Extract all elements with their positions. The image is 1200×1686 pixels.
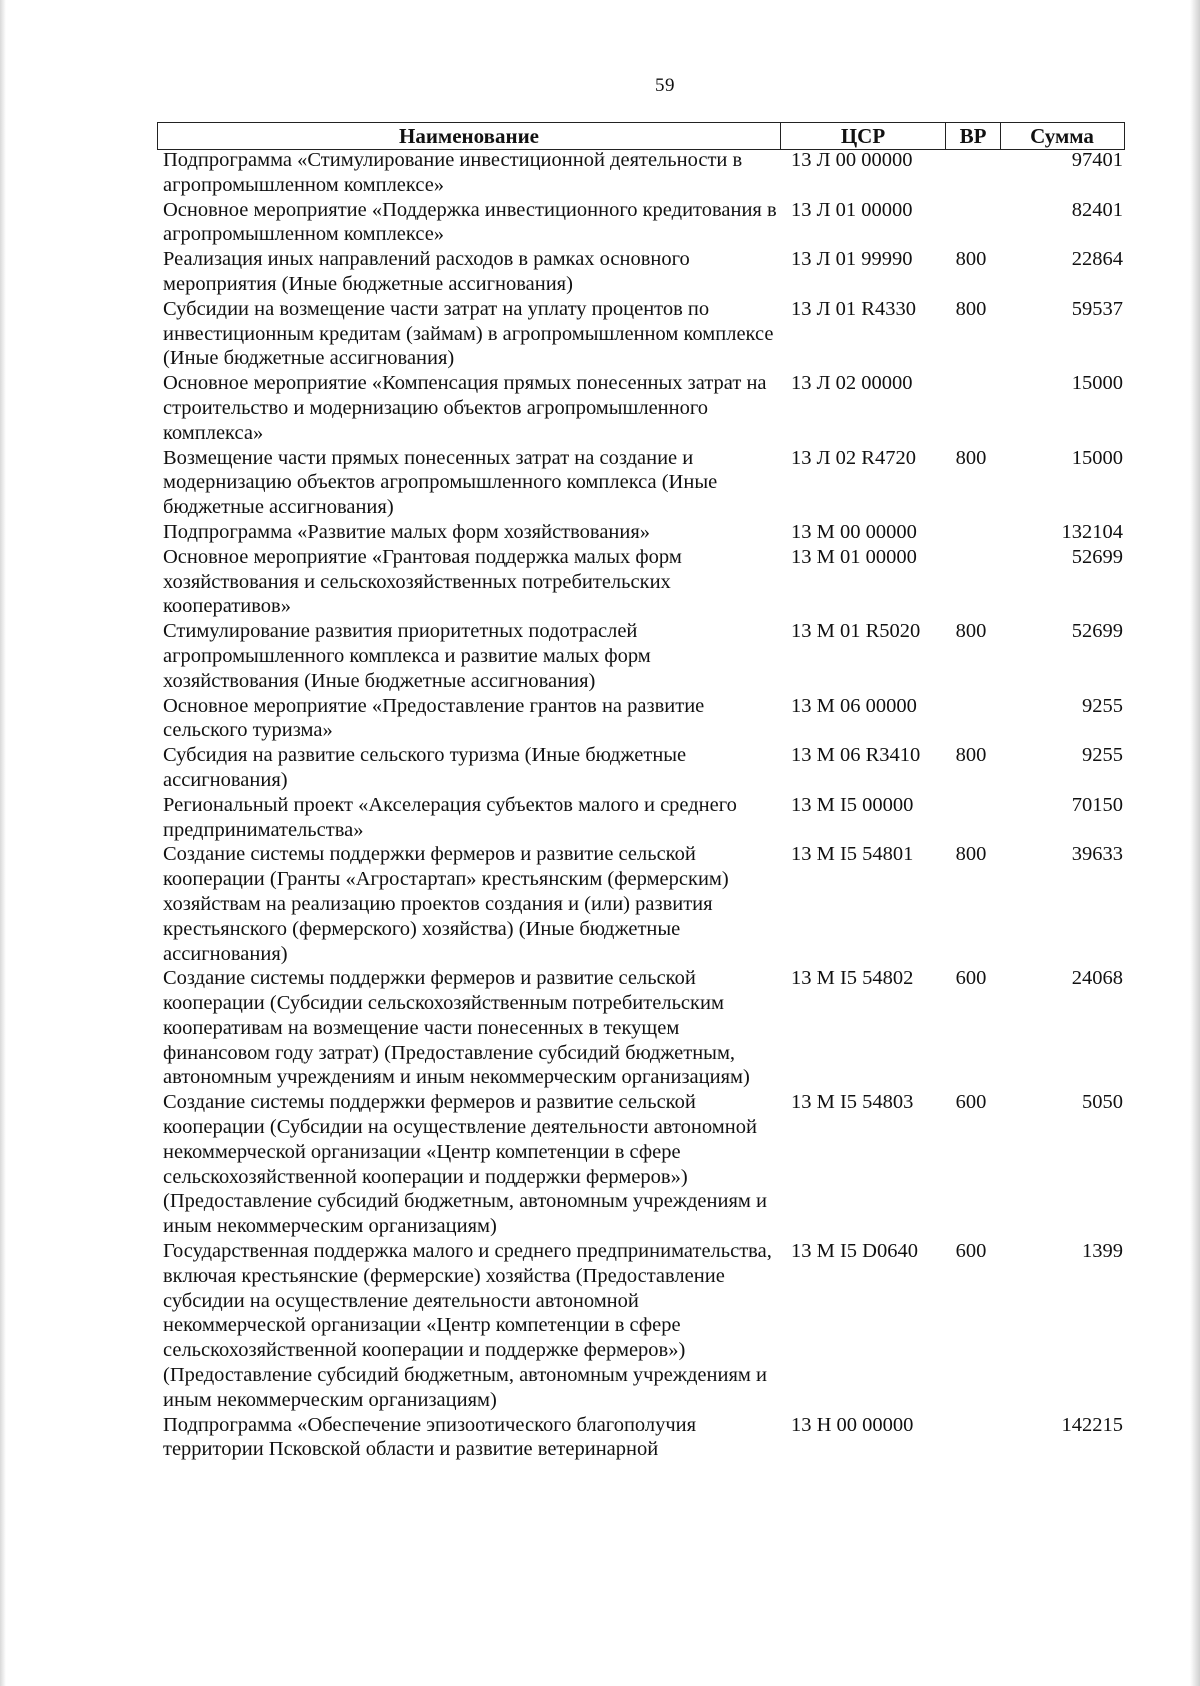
row-name: Субсидия на развитие сельского туризма (Иные бюджетные ассигнования)	[163, 744, 687, 791]
row-sum: 142215	[1061, 1413, 1123, 1436]
row-csr: 13 Н 00 00000	[791, 1413, 914, 1436]
row-csr: 13 М I5 54801	[791, 843, 914, 866]
header-name: Наименование	[158, 123, 781, 149]
row-name: Государственная поддержка малого и среднего предпринимательства, включая крестьянские (фермерские) хозяйства (Предоставление субсидии на осуществление деятельности автономной некоммерческой организации «Центр компетенции в сфере сельскохозяйственной кооперации и поддержке фермеров») (Предоставление субсидий бюджетным, автономным учреждениям и иным некоммерческим организациям)	[163, 1240, 772, 1411]
row-name: Подпрограмма «Обеспечение эпизоотического благополучия территории Псковской области и развитие ветеринарной	[163, 1413, 697, 1461]
scan-edge-left	[0, 0, 6, 1686]
scan-edge-right	[1190, 0, 1200, 1686]
header-vr: ВР	[946, 123, 1001, 149]
row-sum: 24068	[1071, 967, 1123, 990]
table-row	[163, 247, 1123, 297]
row-sum: 5050	[1082, 1091, 1123, 1114]
page-number: 59	[655, 75, 675, 96]
row-csr: 13 Л 01 99990	[791, 248, 913, 271]
row-vr: 800	[955, 620, 987, 643]
row-name: Региональный проект «Акселерация субъектов малого и среднего предпринимательства»	[163, 793, 737, 841]
row-csr: 13 М I5 54803	[791, 1091, 914, 1114]
table-row	[163, 1239, 1123, 1413]
header-sum: Сумма	[1030, 124, 1094, 148]
row-vr: 800	[955, 248, 987, 271]
row-name: Основное мероприятие «Грантовая поддержка малых форм хозяйствования и сельскохозяйственных потребительских кооперативов»	[163, 545, 682, 618]
row-csr: 13 Л 00 00000	[791, 149, 913, 171]
row-vr: 800	[955, 446, 987, 469]
table-row	[163, 966, 1123, 1090]
row-sum: 132104	[1061, 520, 1123, 543]
row-sum: 9255	[1082, 744, 1123, 767]
table-row	[163, 619, 1123, 693]
row-sum: 15000	[1071, 446, 1123, 469]
table-row	[163, 520, 1123, 545]
row-name: Создание системы поддержки фермеров и развитие сельской кооперации (Субсидии на осуществление деятельности автономной некоммерческой организации «Центр компетенции в сфере сельскохозяйственной кооперации и поддержки фермеров») (Предоставление субсидий бюджетным, автономным учреждениям и иным некоммерческим организациям)	[163, 1091, 767, 1238]
row-vr: 600	[955, 1091, 987, 1114]
row-sum: 22864	[1071, 248, 1123, 271]
row-csr: 13 М I5 00000	[791, 793, 914, 816]
row-sum: 9255	[1082, 694, 1123, 717]
row-sum: 97401	[1071, 149, 1123, 171]
row-name: Субсидии на возмещение части затрат на уплату процентов по инвестиционным кредитам (займам) в агропромышленном комплексе (Иные бюджетные ассигнования)	[163, 297, 774, 370]
row-sum: 52699	[1071, 545, 1123, 568]
row-name: Создание системы поддержки фермеров и развитие сельской кооперации (Гранты «Агростартап» крестьянским (фермерским) хозяйствам на реализацию проектов создания и (или) развития крестьянского (фермерского) хозяйства) (Иные бюджетные ассигнования)	[163, 843, 729, 965]
row-sum: 70150	[1071, 793, 1123, 816]
row-name: Подпрограмма «Развитие малых форм хозяйствования»	[163, 520, 651, 543]
table-row	[163, 1413, 1123, 1463]
row-sum: 15000	[1071, 372, 1123, 395]
row-csr: 13 М 00 00000	[791, 520, 917, 543]
table-row	[163, 297, 1123, 371]
row-vr: 600	[955, 1240, 987, 1263]
row-sum: 39633	[1071, 843, 1123, 866]
table-row	[163, 793, 1123, 843]
row-sum: 59537	[1071, 297, 1123, 320]
row-name: Основное мероприятие «Предоставление грантов на развитие сельского туризма»	[163, 694, 705, 742]
row-csr: 13 М 01 00000	[791, 545, 917, 568]
row-sum: 82401	[1071, 198, 1123, 221]
row-csr: 13 Л 02 R4720	[791, 446, 916, 469]
row-csr: 13 М I5 D0640	[791, 1240, 918, 1263]
row-sum: 1399	[1082, 1240, 1123, 1263]
row-name: Создание системы поддержки фермеров и развитие сельской кооперации (Субсидии сельскохозяйственным потребительским кооперативам на возмещение части понесенных в текущем финансовом году затрат) (Предоставление субсидий бюджетным, автономным учреждениям и иным некоммерческим организациям)	[163, 967, 750, 1089]
row-csr: 13 Л 01 00000	[791, 198, 913, 221]
table-row	[163, 198, 1123, 248]
row-name: Реализация иных направлений расходов в рамках основного мероприятия (Иные бюджетные ассигнования)	[163, 248, 690, 295]
row-name: Подпрограмма «Стимулирование инвестиционной деятельности в агропромышленном комплексе»	[163, 149, 743, 196]
table-row	[163, 446, 1123, 520]
row-vr: 800	[955, 297, 987, 320]
table-header	[157, 122, 1125, 150]
row-csr: 13 Л 02 00000	[791, 372, 913, 395]
table-body	[163, 148, 1123, 1462]
row-vr: 800	[955, 744, 987, 767]
row-csr: 13 М 01 R5020	[791, 620, 921, 643]
row-name: Возмещение части прямых понесенных затрат на создание и модернизацию объектов агропромышленного комплекса (Иные бюджетные ассигнования)	[163, 446, 718, 519]
row-name: Основное мероприятие «Компенсация прямых понесенных затрат на строительство и модернизацию объектов агропромышленного комплекса»	[163, 372, 767, 444]
row-sum: 52699	[1071, 620, 1123, 643]
table-row	[163, 148, 1123, 198]
row-vr: 800	[955, 843, 987, 866]
table-row	[163, 743, 1123, 793]
header-csr: ЦСР	[781, 123, 946, 149]
table-row	[163, 371, 1123, 445]
table-row	[163, 545, 1123, 619]
table-row	[163, 694, 1123, 744]
table-row	[163, 1090, 1123, 1239]
row-csr: 13 Л 01 R4330	[791, 297, 916, 320]
row-csr: 13 М 06 R3410	[791, 744, 921, 767]
row-name: Стимулирование развития приоритетных подотраслей агропромышленного комплекса и развитие малых форм хозяйствования (Иные бюджетные ассигнования)	[163, 620, 651, 692]
row-csr: 13 М I5 54802	[791, 967, 914, 990]
row-csr: 13 М 06 00000	[791, 694, 917, 717]
row-name: Основное мероприятие «Поддержка инвестиционного кредитования в агропромышленном комплексе»	[163, 198, 777, 246]
table-row	[163, 842, 1123, 966]
row-vr: 600	[955, 967, 987, 990]
